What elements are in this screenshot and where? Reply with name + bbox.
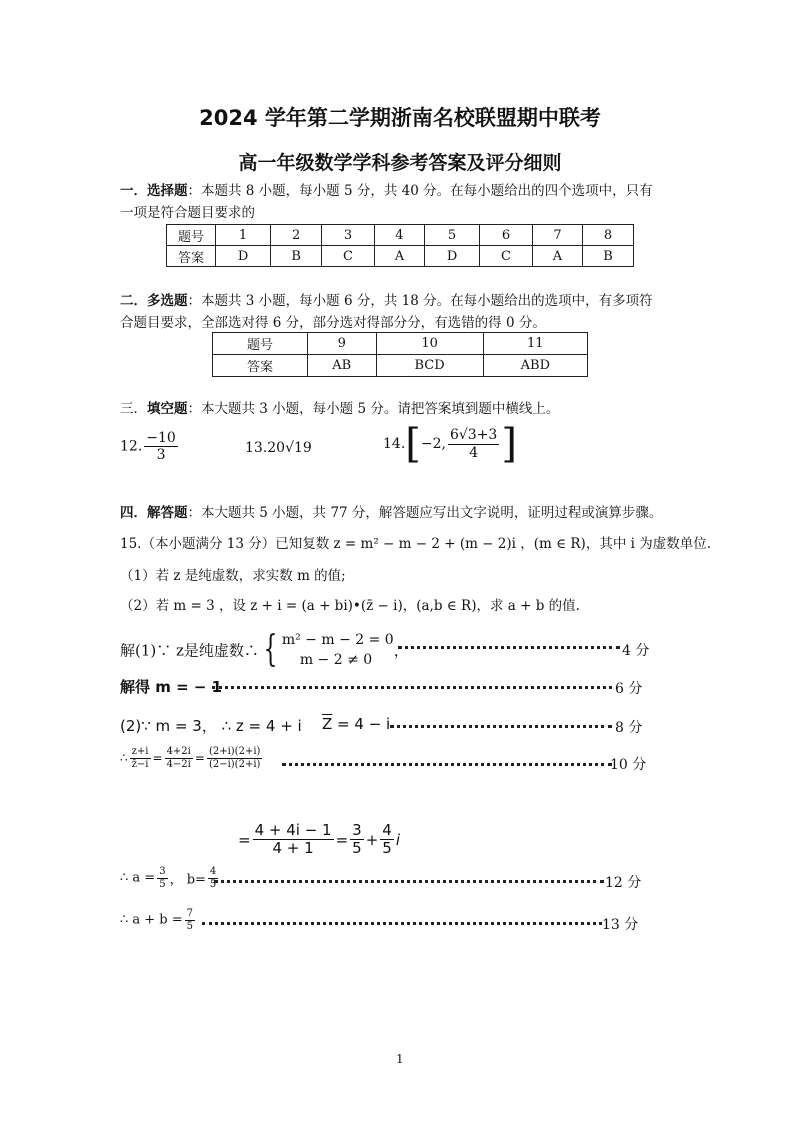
solution-6-prefix: ∴ a = bbox=[120, 870, 156, 886]
table-cell: BCD bbox=[376, 355, 483, 377]
table-cell: B bbox=[583, 246, 634, 267]
equation-1: m² − m − 2 = 0 bbox=[281, 632, 394, 648]
fraction-numerator: 7 bbox=[186, 908, 194, 919]
section2-intro bbox=[120, 290, 653, 312]
table-cell: 2 bbox=[271, 225, 322, 246]
table-cell: 答案 bbox=[167, 246, 216, 267]
table-cell: 6 bbox=[480, 225, 533, 246]
table-cell: 5 bbox=[424, 225, 479, 246]
table-cell: 题号 bbox=[213, 333, 308, 355]
solution-6-mid: ， b= bbox=[169, 872, 206, 888]
fraction-denominator: 5 bbox=[159, 878, 166, 890]
page-number: 1 bbox=[396, 1052, 404, 1066]
equals: = bbox=[335, 830, 349, 849]
table-cell: 11 bbox=[483, 333, 587, 355]
section1-text: ：本题共 8 小题，每小题 5 分，共 40 分。在每小题给出的四个选项中，只有 bbox=[187, 183, 653, 199]
fraction-numerator: 4+2i bbox=[166, 746, 191, 757]
fraction-denominator: 4 bbox=[469, 444, 479, 461]
fraction-numerator: 6√3+3 bbox=[449, 427, 498, 444]
therefore: ∴ bbox=[120, 751, 128, 765]
table-row bbox=[167, 225, 634, 246]
fraction-numerator: (2+i)(2+i) bbox=[208, 746, 261, 757]
left-brace: { bbox=[263, 629, 278, 670]
equals: = bbox=[194, 751, 205, 765]
fraction-numerator: 4 bbox=[209, 866, 217, 877]
fraction bbox=[165, 746, 193, 770]
dotted-leader bbox=[202, 922, 602, 925]
answer-12-fraction bbox=[144, 430, 178, 463]
right-bracket: ] bbox=[501, 421, 517, 467]
fraction bbox=[208, 866, 218, 890]
question-15-stem: 15.（本小题满分 13 分）已知复数 z = m² − m − 2 + (m − 2)i ，(m ∈ R)，其中 i 为虚数单位. bbox=[120, 536, 712, 552]
equation-system bbox=[282, 630, 394, 670]
dotted-leader bbox=[390, 725, 612, 728]
score-10: 10 分 bbox=[610, 757, 647, 773]
solution-line-7 bbox=[120, 908, 197, 932]
score-4: 4 分 bbox=[622, 643, 650, 659]
answer-12-label: 12. bbox=[120, 438, 143, 455]
table-cell: ABD bbox=[483, 355, 587, 377]
table-cell: A bbox=[532, 246, 582, 267]
conjugate-z: $\overline{Z}$ bbox=[322, 715, 333, 733]
page-subtitle: 高一年级数学学科参考答案及评分细则 bbox=[238, 152, 562, 174]
dotted-leader bbox=[282, 763, 612, 766]
fraction-numerator: 4 bbox=[382, 821, 392, 839]
answer-14-fraction bbox=[448, 427, 499, 460]
equals: = bbox=[238, 830, 251, 849]
fraction-denominator: 5 bbox=[382, 839, 392, 858]
question-15-part1: （1）若 z 是纯虚数，求实数 m 的值; bbox=[120, 568, 346, 584]
solution-1-prefix: 解(1)∵ z是纯虚数∴ bbox=[120, 641, 259, 660]
section2-heading: 二．多选题 bbox=[120, 293, 188, 309]
solution-line-3a: (2)∵ m = 3， ∴ z = 4 + i bbox=[120, 717, 302, 735]
dotted-leader bbox=[398, 646, 620, 649]
section1-answer-table bbox=[166, 224, 634, 267]
fraction-denominator: 5 bbox=[186, 920, 194, 932]
solution-line-5 bbox=[238, 822, 400, 858]
score-12: 12 分 bbox=[605, 875, 642, 891]
section3-intro bbox=[120, 398, 559, 420]
section2-answer-table bbox=[212, 332, 588, 377]
page-title: 2024 学年第二学期浙南名校联盟期中联考 bbox=[199, 106, 601, 130]
section4-intro bbox=[120, 502, 662, 524]
fraction-denominator: 5 bbox=[352, 839, 362, 858]
fraction bbox=[185, 908, 195, 932]
fraction-numerator: z+i bbox=[131, 746, 149, 757]
table-row bbox=[213, 355, 588, 377]
section2-text2: 合题目要求，全部选对得 6 分，部分选对得部分分，有选错的得 0 分。 bbox=[120, 315, 546, 331]
answer-14-left: −2, bbox=[420, 436, 446, 452]
fraction bbox=[350, 822, 364, 858]
solution-7-prefix: ∴ a + b = bbox=[120, 912, 183, 928]
table-cell: 1 bbox=[216, 225, 271, 246]
table-cell: AB bbox=[308, 355, 377, 377]
fraction-denominator: (2−i)(2+i) bbox=[208, 758, 261, 770]
fraction-numerator: 4 + 4i − 1 bbox=[254, 821, 332, 839]
table-cell: 7 bbox=[532, 225, 582, 246]
table-cell: D bbox=[216, 246, 271, 267]
question-15-part2: （2）若 m = 3 ，设 z + i = (a + bi)•(z̄ − i)，(a,b ∈ R)，求 a + b 的值. bbox=[120, 598, 580, 614]
table-cell: 答案 bbox=[213, 355, 308, 377]
section2-text: ：本题共 3 小题，每小题 6 分，共 18 分。在每小题给出的选项中，有多项符 bbox=[187, 293, 653, 309]
equation-2: m − 2 ≠ 0 bbox=[299, 652, 373, 668]
solution-line-2: 解得 m = − 1 bbox=[120, 678, 223, 696]
solution-line-1 bbox=[120, 630, 409, 670]
fraction-denominator: 4−2i bbox=[166, 758, 191, 770]
fraction-denominator: 3 bbox=[156, 447, 166, 464]
solution-line-3b bbox=[322, 715, 390, 733]
solution-line-6 bbox=[120, 866, 220, 890]
section4-text: ：本大题共 5 小题，共 77 分，解答题应写出文字说明，证明过程或演算步骤。 bbox=[187, 505, 663, 521]
table-cell: A bbox=[374, 246, 424, 267]
imaginary-unit: i bbox=[395, 830, 401, 849]
answer-13: 13.20√19 bbox=[245, 440, 312, 456]
fraction-numerator: 3 bbox=[159, 866, 166, 877]
table-cell: 4 bbox=[374, 225, 424, 246]
comma: ， bbox=[393, 641, 409, 660]
section3-heading-prefix: 三． bbox=[120, 401, 147, 417]
fraction bbox=[380, 822, 394, 858]
section3-heading: 填空题 bbox=[147, 401, 188, 417]
score-8: 8 分 bbox=[615, 720, 643, 736]
solution-line-4 bbox=[120, 746, 264, 770]
score-13: 13 分 bbox=[602, 917, 639, 933]
table-cell: 10 bbox=[376, 333, 483, 355]
fraction-denominator: 4 + 1 bbox=[272, 839, 314, 858]
answer-14-label: 14. bbox=[383, 436, 406, 452]
table-cell: C bbox=[322, 246, 375, 267]
fraction-numerator: 3 bbox=[352, 821, 362, 839]
table-cell: C bbox=[480, 246, 533, 267]
score-6: 6 分 bbox=[615, 681, 643, 697]
section3-text: ：本大题共 3 小题，每小题 5 分。请把答案填到题中横线上。 bbox=[187, 401, 560, 417]
table-cell: 9 bbox=[308, 333, 377, 355]
left-bracket: [ bbox=[405, 421, 421, 467]
answer-14 bbox=[383, 421, 517, 467]
section4-heading: 四．解答题 bbox=[120, 505, 188, 521]
table-cell: 3 bbox=[322, 225, 375, 246]
section1-heading: 一．选择题 bbox=[120, 183, 188, 199]
fraction-denominator: z̄−i bbox=[131, 758, 149, 770]
table-row bbox=[213, 333, 588, 355]
fraction bbox=[157, 866, 167, 890]
fraction bbox=[130, 746, 151, 770]
table-cell: B bbox=[271, 246, 322, 267]
answer-12 bbox=[120, 430, 180, 463]
plus: + bbox=[365, 830, 379, 849]
table-cell: D bbox=[424, 246, 479, 267]
section1-intro bbox=[120, 180, 653, 202]
fraction-numerator: −10 bbox=[146, 430, 176, 446]
equals: = bbox=[152, 751, 163, 765]
table-cell: 8 bbox=[583, 225, 634, 246]
fraction bbox=[253, 822, 334, 858]
table-cell: 题号 bbox=[167, 225, 216, 246]
dotted-leader bbox=[212, 686, 612, 689]
section1-text2: 一项是符合题目要求的 bbox=[120, 205, 255, 221]
dotted-leader bbox=[214, 880, 604, 883]
table-row bbox=[167, 246, 634, 267]
fraction bbox=[207, 746, 262, 770]
conjugate-value: = 4 − i bbox=[332, 715, 391, 733]
fraction-denominator: 5 bbox=[209, 878, 217, 890]
